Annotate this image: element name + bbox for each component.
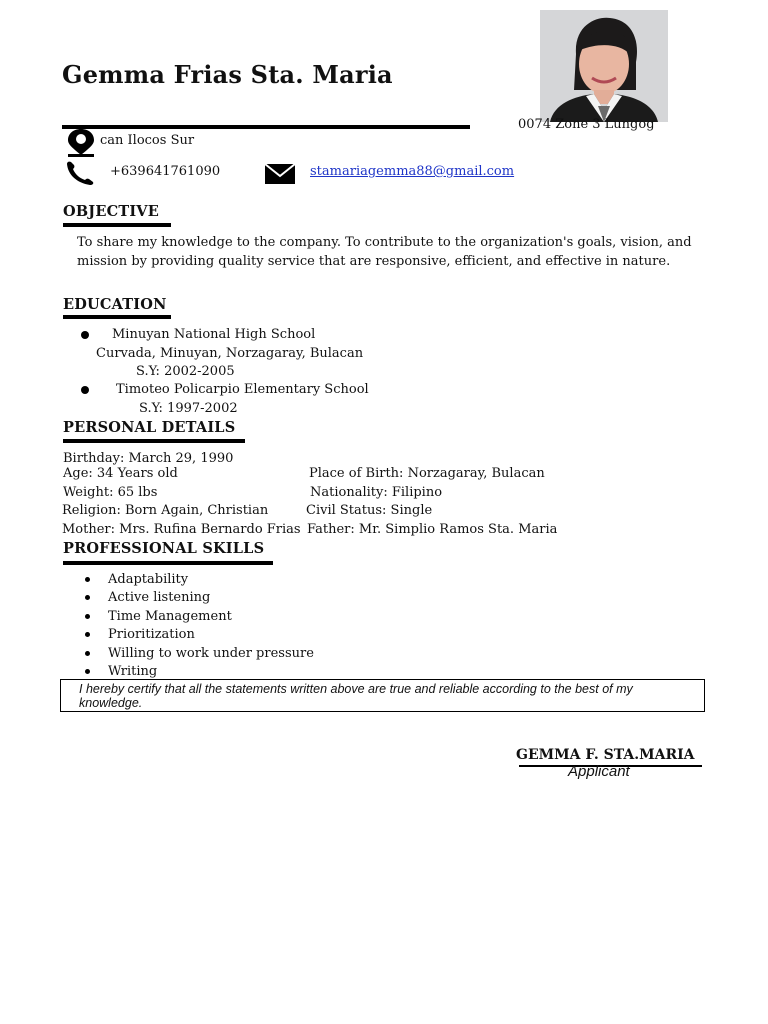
school-1-name: Minuyan National High School <box>112 327 316 342</box>
school-1-place: Curvada, Minuyan, Norzagaray, Bulacan <box>96 346 364 361</box>
bullet-dot <box>85 651 90 656</box>
mail-icon <box>264 163 296 185</box>
place-of-birth: Place of Birth: Norzagaray, Bulacan <box>309 466 545 481</box>
skill-item: Willing to work under pressure <box>108 646 314 661</box>
personal-heading: PERSONAL DETAILS <box>63 419 236 436</box>
education-heading: EDUCATION <box>63 296 167 313</box>
bullet-dot <box>85 595 90 600</box>
skills-heading: PROFESSIONAL SKILLS <box>63 540 265 557</box>
objective-rule <box>63 223 171 227</box>
school-2-name: Timoteo Policarpio Elementary School <box>116 382 369 397</box>
bullet-dot <box>85 577 90 582</box>
education-rule <box>63 315 171 319</box>
phone-icon <box>64 161 96 185</box>
mother: Mother: Mrs. Rufina Bernardo Frias <box>62 522 301 537</box>
signature-name: GEMMA F. STA.MARIA <box>516 747 695 763</box>
religion: Religion: Born Again, Christian <box>62 503 269 518</box>
skill-item: Prioritization <box>108 627 195 642</box>
skill-item: Active listening <box>108 590 211 605</box>
civil-status: Civil Status: Single <box>306 503 433 518</box>
bullet-dot <box>81 386 89 394</box>
header-rule <box>62 125 470 129</box>
personal-rule <box>63 439 245 443</box>
objective-heading: OBJECTIVE <box>63 203 160 220</box>
father: Father: Mr. Simplio Ramos Sta. Maria <box>307 522 558 537</box>
applicant-name: Gemma Frias Sta. Maria <box>62 60 393 89</box>
skill-item: Writing <box>108 664 158 679</box>
bullet-dot <box>85 632 90 637</box>
objective-line-1: To share my knowledge to the company. To contribute to the organization's goals, vision, and <box>77 235 692 250</box>
bullet-dot <box>85 669 90 674</box>
certification-statement: I hereby certify that all the statements written above are true and reliable according to the best of my knowledge. <box>60 679 705 712</box>
weight: Weight: 65 lbs <box>63 485 158 500</box>
address-line-2: can Ilocos Sur <box>100 133 195 148</box>
email-link[interactable]: stamariagemma88@gmail.com <box>310 164 515 179</box>
school-1-years: S.Y: 2002-2005 <box>136 364 235 379</box>
skill-item: Time Management <box>108 609 232 624</box>
bullet-dot <box>85 614 90 619</box>
skills-rule <box>63 561 273 565</box>
birthday: Birthday: March 29, 1990 <box>63 451 234 466</box>
location-pin-icon <box>64 128 98 158</box>
profile-photo <box>540 10 668 122</box>
skill-item: Adaptability <box>108 572 189 587</box>
signature-role: Applicant <box>568 763 630 780</box>
bullet-dot <box>81 331 89 339</box>
nationality: Nationality: Filipino <box>310 485 443 500</box>
age: Age: 34 Years old <box>63 466 178 481</box>
school-2-years: S.Y: 1997-2002 <box>139 401 238 416</box>
address-line-1: 0074 Zone 3 Lungog <box>518 117 655 132</box>
objective-line-2: mission by providing quality service that are responsive, efficient, and effective in nature. <box>77 254 671 269</box>
phone-number: +639641761090 <box>110 164 221 179</box>
